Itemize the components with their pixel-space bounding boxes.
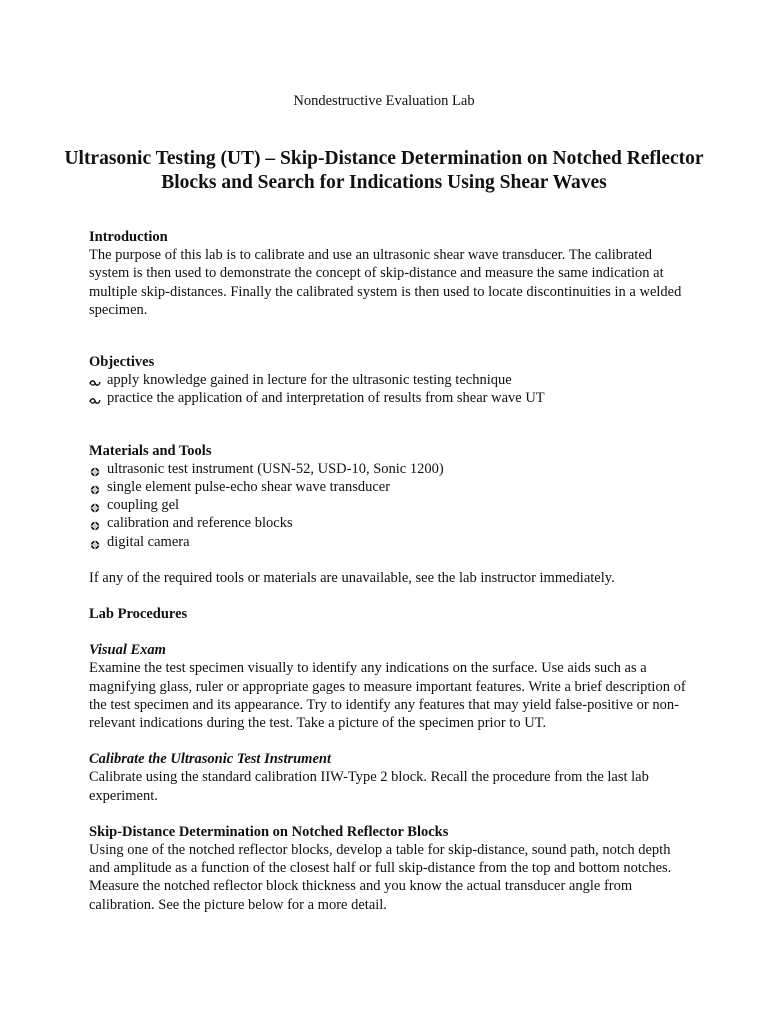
list-item	[89, 478, 689, 496]
procedures-heading: Lab Procedures	[89, 606, 188, 623]
list-item	[89, 533, 689, 551]
calibrate-paragraph: Calibrate using the standard calibration IIW-Type 2 block. Recall the procedure from the last lab experiment.	[89, 769, 649, 804]
skip-distance-paragraph: Using one of the notched reflector blocks, develop a table for skip-distance, sound path, notch depth and amplitude as a function of the closest half or full skip-distance from the top and bottom notches. Measure the notched reflector block thickness and you know the actual transducer angle from calibration. See the picture below for a more detail.	[89, 842, 672, 913]
procedures-section	[89, 605, 689, 914]
materials-list	[89, 460, 689, 551]
spacer	[89, 587, 689, 605]
objective-text: apply knowledge gained in lecture for the ultrasonic testing technique	[107, 372, 512, 389]
spacer	[89, 805, 689, 823]
document-body	[89, 228, 689, 914]
crosshair-bullet-icon	[90, 464, 100, 474]
objectives-list	[89, 371, 689, 407]
list-item	[89, 514, 689, 532]
visual-exam-heading: Visual Exam	[89, 642, 166, 659]
crosshair-bullet-icon	[90, 500, 100, 510]
crosshair-bullet-icon	[90, 518, 100, 528]
crosshair-bullet-icon	[90, 537, 100, 547]
spacer	[89, 319, 689, 353]
spacer	[89, 732, 689, 750]
material-text: ultrasonic test instrument (USN-52, USD-10, Sonic 1200)	[107, 460, 444, 477]
objectives-section	[89, 353, 689, 408]
material-text: coupling gel	[107, 497, 180, 514]
objectives-heading: Objectives	[89, 354, 155, 371]
objective-text: practice the application of and interpretation of results from shear wave UT	[107, 390, 545, 407]
lab-name-header: Nondestructive Evaluation Lab	[293, 93, 475, 109]
introduction-paragraph: The purpose of this lab is to calibrate and use an ultrasonic shear wave transducer. The calibrated system is then used to demonstrate the concept of skip-distance and measure the same indication at multiple skip-distances. Finally the calibrated system is then used to locate discontinuities in a welded specimen.	[89, 247, 682, 318]
swirl-bullet-icon	[89, 393, 101, 403]
material-text: calibration and reference blocks	[107, 515, 293, 532]
material-text: digital camera	[107, 533, 190, 550]
materials-heading: Materials and Tools	[89, 442, 212, 459]
list-item	[89, 496, 689, 514]
list-item	[89, 460, 689, 478]
material-text: single element pulse-echo shear wave transducer	[107, 479, 391, 496]
spacer	[89, 408, 689, 442]
document-title: Ultrasonic Testing (UT) – Skip-Distance Determination on Notched Reflector Blocks and Search for Indications Using Shear Waves	[64, 148, 704, 193]
list-item	[89, 389, 689, 407]
materials-section	[89, 442, 689, 587]
introduction-section	[89, 228, 689, 319]
skip-distance-heading: Skip-Distance Determination on Notched Reflector Blocks	[89, 823, 449, 840]
spacer	[89, 623, 689, 641]
list-item	[89, 371, 689, 389]
visual-exam-paragraph: Examine the test specimen visually to identify any indications on the surface. Use aids such as a magnifying glass, ruler or appropriate gages to measure important features. Write a brief description of the test specimen and its appearance. Try to identify any features that may yield false-positive or non-relevant indications during the test. Take a picture of the specimen prior to UT.	[89, 660, 686, 732]
swirl-bullet-icon	[89, 375, 101, 385]
introduction-heading: Introduction	[89, 229, 168, 245]
crosshair-bullet-icon	[90, 482, 100, 492]
calibrate-heading: Calibrate the Ultrasonic Test Instrument	[89, 751, 331, 768]
materials-note: If any of the required tools or materials are unavailable, see the lab instructor immediately.	[89, 569, 615, 586]
spacer	[89, 551, 689, 569]
